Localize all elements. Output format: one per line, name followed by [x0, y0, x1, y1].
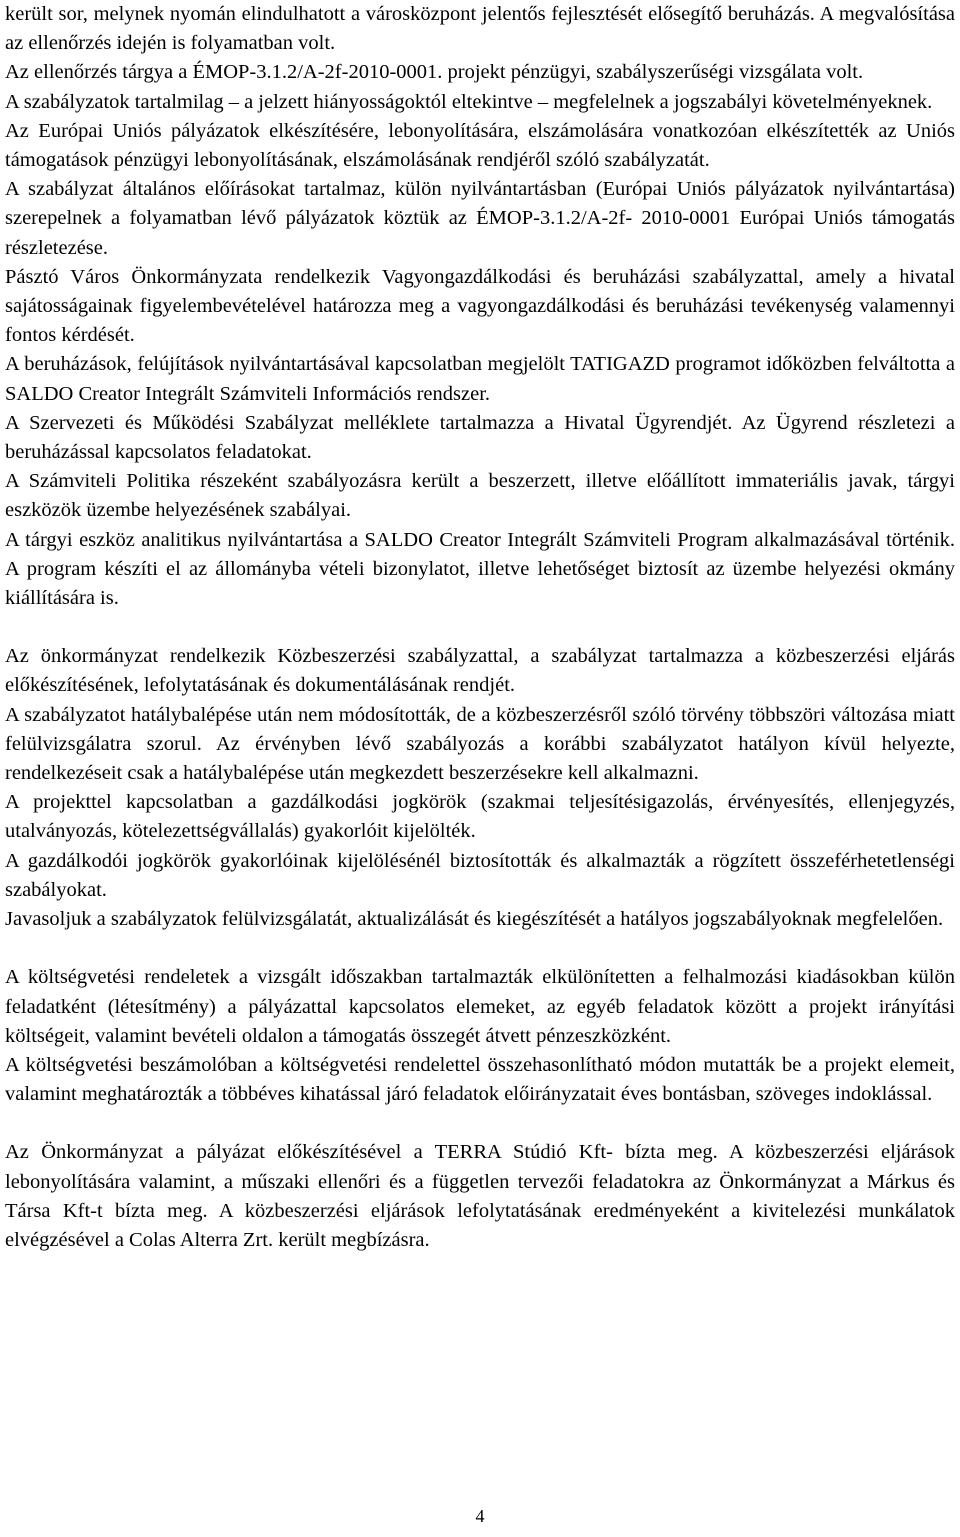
paragraph-procurement-revision: A szabályzatot hatálybalépése után nem módosították, de a közbeszerzésről szóló törvény többszöri változása miatt felülvizsgálatra szorul. Az érvényben lévő szabályozás a korábbi szabályzatot hatályon kívül helyezte, rendelkezéseit csak a hatálybalépése után megkezdett beszerzésekre kell alkalmazni.: [5, 703, 955, 785]
paragraph-incompatibility-rules: A gazdálkodói jogkörök gyakorlóinak kijelölésénél biztosították és alkalmazták a rögzített összeférhetetlenségi szabályokat.: [5, 849, 955, 901]
paragraph-accounting-policy: A Számviteli Politika részeként szabályozásra került a beszerzett, illetve előállított immateriális javak, tárgyi eszközök üzembe helyezésének szabályai.: [5, 470, 955, 522]
paragraph-financial-authorities: A projekttel kapcsolatban a gazdálkodási jogkörök (szakmai teljesítésigazolás, érvényesítés, ellenjegyzés, utalványozás, kötelezettségvállalás) gyakorlóit kijelölték.: [5, 791, 955, 843]
paragraph-organizational-rules: A Szervezeti és Működési Szabályzat melléklete tartalmazza a Hivatal Ügyrendjét. Az Ügyrend részletezi a beruházással kapcsolatos feladatokat.: [5, 411, 955, 464]
paragraph-recommendation: Javasoljuk a szabályzatok felülvizsgálatát, aktualizálását és kiegészítését a hatályos jogszabályoknak megfelelően.: [5, 908, 944, 931]
page-number: 4: [475, 1506, 485, 1526]
paragraph-investment-records: A beruházások, felújítások nyilvántartásával kapcsolatban megjelölt TATIGAZD programot időközben felváltotta a SALDO Creator Integrált Számviteli Információs rendszer.: [5, 353, 955, 405]
paragraph-audit-subject: Az ellenőrzés tárgya a ÉMOP-3.1.2/A-2f-2010-0001. projekt pénzügyi, szabályszerűségi vizsgálata volt.: [5, 61, 864, 84]
paragraph-eu-grant-rules: Az Európai Uniós pályázatok elkészítésére, lebonyolítására, elszámolására vonatkozóan elkészítették az Uniós támogatások pénzügyi lebonyolításának, elszámolásának rendjéről szóló szabályzatát.: [5, 119, 955, 172]
paragraph-procurement-rules: Az önkormányzat rendelkezik Közbeszerzési szabályzattal, a szabályzat tartalmazza a közbeszerzési eljárás előkészítésének, lefolytatásának és dokumentálásának rendjét.: [5, 645, 955, 697]
paragraph-gap: [5, 613, 955, 642]
document-page: [5, 0, 955, 1255]
paragraph-gap: [5, 934, 955, 963]
paragraph-regulations-compliance: A szabályzatok tartalmilag – a jelzett hiányosságoktól eltekintve – megfelelnek a jogszabályi követelményeknek.: [5, 90, 933, 113]
paragraph-intro-continuation: került sor, melynek nyomán elindulhatott a városközpont jelentős fejlesztését elősegítő beruházás. A megvalósítása az ellenőrzés idején is folyamatban volt.: [5, 3, 955, 55]
paragraph-asset-management-rules: Pásztó Város Önkormányzata rendelkezik Vagyongazdálkodási és beruházási szabályzattal, amely a hivatal sajátosságainak figyelembevételével határozza meg a vagyongazdálkodási és beruházási tevékenység valamennyi fontos kérdését.: [5, 265, 955, 347]
paragraph-budget-report: A költségvetési beszámolóban a költségvetési rendelettel összehasonlítható módon mutatták be a projekt elemeit, valamint meghatározták a többéves kihatással járó feladatok előirányzatait éves bontásban, szöveges indoklással.: [5, 1053, 955, 1106]
paragraph-general-provisions: A szabályzat általános előírásokat tartalmaz, külön nyilvántartásban (Európai Uniós pályázatok nyilvántartása) szerepelnek a folyamatban lévő pályázatok köztük az ÉMOP-3.1.2/A-2f- 2010-0001 Európai Uniós támogatás részletezése.: [5, 178, 955, 259]
paragraph-asset-register: A tárgyi eszköz analitikus nyilvántartása a SALDO Creator Integrált Számviteli Program alkalmazásával történik. A program készíti el az állományba vételi bizonylatot, illetve lehetőséget biztosít az üzembe helyezési okmány kiállítására is.: [5, 528, 955, 610]
paragraph-gap: [5, 1109, 955, 1138]
paragraph-budget-decrees: A költségvetési rendeletek a vizsgált időszakban tartalmazták elkülönítetten a felhalmozási kiadásokban külön feladatként (létesítmény) a pályázattal kapcsolatos elemeket, az egyéb feladatok között a projekt irányítási költségeit, valamint bevételi oldalon a támogatás összegét átvett pénzeszközként.: [5, 966, 955, 1047]
paragraph-contractors: Az Önkormányzat a pályázat előkészítésével a TERRA Stúdió Kft- bízta meg. A közbeszerzési eljárások lebonyolítására valamint, a műszaki ellenőri és a független tervezői feladatokra az Önkormányzat a Márkus és Társa Kft-t bízta meg. A közbeszerzési eljárások lefolytatásának eredményeként a kivitelezési munkálatok elvégzésével a Colas Alterra Zrt. került megbízásra.: [5, 1141, 955, 1251]
